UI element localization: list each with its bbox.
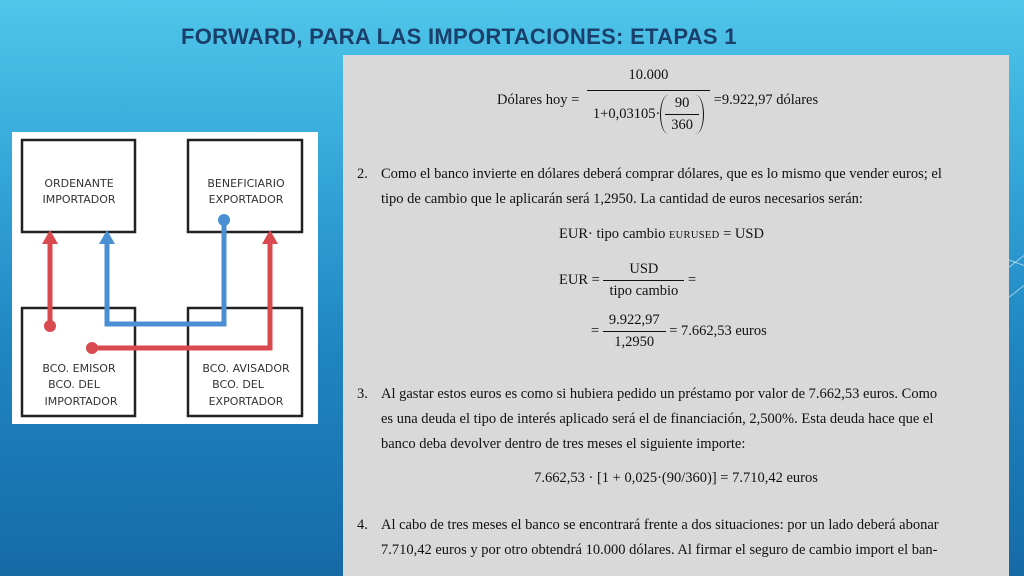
item-4-line-1: Al cabo de tres meses el banco se encontrará frente a dos situaciones: por un lado deberá abonar <box>381 517 939 533</box>
document-panel <box>343 55 1009 576</box>
avisador-label-1: BCO. AVISADOR <box>202 362 290 375</box>
eq1-inner-num: 90 <box>665 95 699 115</box>
equation-dolares-hoy <box>497 67 818 134</box>
emisor-label-3: IMPORTADOR <box>44 395 118 408</box>
beneficiario-label-1: BENEFICIARIO <box>207 177 285 190</box>
eq1-numerator: 10.000 <box>587 67 710 91</box>
equation-eur-tipo-cambio <box>559 226 764 243</box>
avisador-label-3: EXPORTADOR <box>208 395 284 408</box>
item-2-line-2: tipo de cambio que le aplicarán será 1,2950. La cantidad de euros necesarios serán: <box>381 191 863 207</box>
item-3-number: 3. <box>357 386 368 402</box>
eq1-rhs: =9.922,97 dólares <box>713 92 819 108</box>
eq3-numerator: USD <box>603 261 684 281</box>
equation-eur-usd <box>559 261 696 300</box>
emisor-label-1: BCO. EMISOR <box>42 362 116 375</box>
item-3-line-1: Al gastar estos euros es como si hubiera pedido un préstamo por valor de 7.662,53 euros. Como <box>381 386 938 402</box>
eq2-post: = USD <box>719 226 764 242</box>
eq2-pre: EUR· tipo cambio <box>559 226 669 242</box>
eq1-inner-den: 360 <box>671 117 694 133</box>
item-3-line-2: es una deuda el tipo de interés aplicado será el de financiación, 2,500%. Esta deuda hace que el <box>381 411 934 427</box>
item-2-text <box>381 162 995 212</box>
eq3-rhs: = <box>687 272 697 288</box>
avisador-label-2: BCO. DEL <box>212 378 264 391</box>
beneficiario-label-2: EXPORTADOR <box>208 193 284 206</box>
eq3-denominator: tipo cambio <box>609 283 679 299</box>
item-2-line-1: Como el banco invierte en dólares deberá comprar dólares, que es lo mismo que vender euros; el <box>381 166 942 182</box>
eq1-lhs: Dólares hoy = <box>497 92 580 108</box>
eq1-den-prefix: 1+0,03105· <box>592 106 661 122</box>
emisor-label-2: BCO. DEL <box>48 378 100 391</box>
eq3-lhs: EUR = <box>559 272 600 288</box>
flow-diagram-svg <box>12 132 318 424</box>
ordenante-label-2: IMPORTADOR <box>42 193 116 206</box>
eq4-numerator: 9.922,97 <box>603 312 666 332</box>
item-3-line-3: banco deba devolver dentro de tres meses el siguiente importe: <box>381 436 746 452</box>
flow-diagram <box>12 132 318 424</box>
item-3-text <box>381 382 995 457</box>
eq4-lhs: = <box>591 323 600 339</box>
item-4-text <box>381 513 995 563</box>
eq2-subscript: EURUSED <box>668 230 720 241</box>
ordenante-label-1: ORDENANTE <box>44 177 114 190</box>
item-2-number: 2. <box>357 166 368 182</box>
eq4-rhs: = 7.662,53 euros <box>669 323 767 339</box>
slide-title: FORWARD, PARA LAS IMPORTACIONES: ETAPAS 1 <box>181 24 737 49</box>
equation-eur-result <box>591 312 767 351</box>
eq4-denominator: 1,2950 <box>614 334 655 350</box>
item-4-line-2: 7.710,42 euros y por otro obtendrá 10.000 dólares. Al firmar el seguro de cambio import el ban- <box>381 542 938 558</box>
item-4-number: 4. <box>357 517 368 533</box>
equation-importe: 7.662,53 · [1 + 0,025·(90/360)] = 7.710,42 euros <box>534 470 818 486</box>
